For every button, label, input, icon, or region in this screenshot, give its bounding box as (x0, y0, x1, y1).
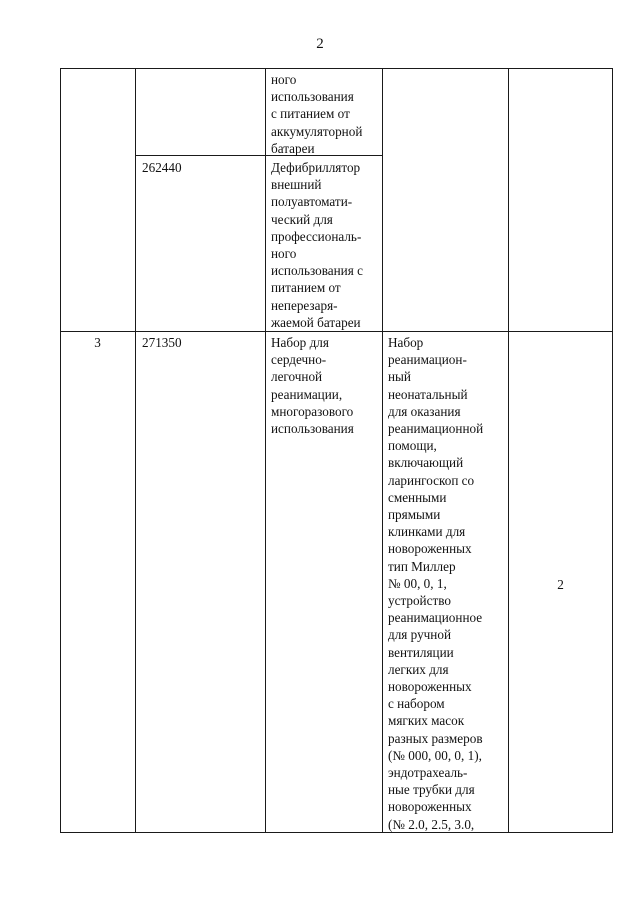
table-cell-code: 271350 (142, 335, 182, 350)
table-cell-name: Набор для сердечно- легочной реанимации, многоразового использования (271, 335, 354, 437)
row-divider-2 (60, 331, 613, 332)
table-cell-name: Дефибриллятор внешний полуавтомати- ческий для профессиональ- ного использования с питанием от неперезаря- жаемой батареи (271, 160, 363, 330)
table-border-right (612, 68, 613, 833)
table-border-bottom (60, 832, 613, 833)
table-cell-quantity: 2 (557, 577, 564, 592)
column-divider-3 (382, 68, 383, 833)
table-border-top (60, 68, 613, 69)
column-divider-1 (135, 68, 136, 833)
table-cell-index: 3 (94, 335, 101, 350)
column-divider-4 (508, 68, 509, 833)
page-number: 2 (316, 36, 324, 52)
table-cell-name: ного использования с питанием от аккумуляторной батареи (271, 72, 363, 156)
table-cell-code: 262440 (142, 160, 182, 175)
table-border-left (60, 68, 61, 833)
column-divider-2 (265, 68, 266, 833)
table-cell-description: Набор реанимацион- ный неонатальный для оказания реанимационной помощи, включающий ларингоскоп со сменными прямыми клинками для новороженных тип Миллер № 00, 0, 1, устройство реанимационное для ручной вентиляции легких для новороженных с набором мягких масок разных размеров (№ 000, 00, 0, 1), эндотрахеаль- ные трубки для новороженных (№ 2.0, 2.5, 3.0, (388, 335, 484, 832)
specification-table (60, 68, 613, 833)
